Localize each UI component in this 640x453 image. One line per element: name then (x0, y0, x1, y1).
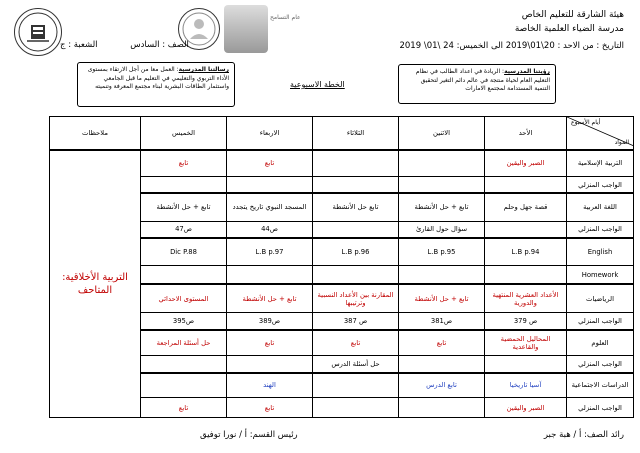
lesson-cell: تابع حل الأنشطة (313, 193, 399, 221)
homework-cell (227, 266, 313, 284)
homework-cell (485, 266, 567, 284)
homework-cell (399, 355, 485, 372)
homework-cell: ص44 (227, 221, 313, 238)
homework-label: الواجب المنزلي (567, 221, 634, 238)
corner-cell (567, 117, 634, 150)
lesson-cell: تابع + حل الأنشطة (227, 284, 313, 313)
subject-cell: الدراسات الاجتماعية (567, 373, 634, 398)
corner-days: أيام الأسبوع (571, 119, 601, 126)
section-value: ج (60, 40, 66, 50)
mission-title: رسالتنا المدرسية (178, 66, 229, 73)
lesson-cell: حل أسئلة المراجعة (141, 330, 227, 355)
lesson-cell: تابع (399, 330, 485, 355)
homework-cell (227, 355, 313, 372)
subject-cell: العلوم (567, 330, 634, 355)
homework-cell: تابع (141, 398, 227, 418)
vision-box (398, 64, 556, 104)
mission-text: : العمل معا من أجل الارتقاء بمستوى الأداء التربوي والتعليمي في التعليم ما قبل الجامعي واستثمار الطاقات البشرية لبناء مجتمع المعرفة وتنميته (87, 66, 229, 91)
homework-cell (141, 176, 227, 193)
lesson-cell: تابع (313, 330, 399, 355)
lesson-cell: المحاليل الحمضية والقاعدية (485, 330, 567, 355)
lesson-cell (399, 150, 485, 176)
lesson-cell: الأعداد العشرية المنتهية والدورية (485, 284, 567, 313)
homework-cell: ص389 (227, 313, 313, 330)
lesson-cell: المقارنة بين الأعداد النسبية وترتيبها (313, 284, 399, 313)
lesson-cell: تابع (141, 150, 227, 176)
grade-section (60, 40, 189, 50)
class-leader (544, 430, 624, 440)
section-label: الشعبة : (68, 40, 98, 50)
subject-cell: التربية الإسلامية (567, 150, 634, 176)
grade-value: السادس (130, 40, 160, 50)
lesson-cell: الصبر واليقين (485, 150, 567, 176)
lesson-cell: L.B p.96 (313, 238, 399, 266)
department-head-label: رئيس القسم: (249, 430, 298, 440)
homework-cell (485, 355, 567, 372)
corner-subjects: المواد (614, 138, 629, 146)
homework-cell: ص 387 (313, 313, 399, 330)
school-logo (14, 8, 62, 56)
vision-title: رؤيتنا المدرسية (504, 68, 550, 75)
homework-cell: ص381 (399, 313, 485, 330)
lesson-cell (313, 373, 399, 398)
table-header-row (50, 117, 634, 150)
school-logo-emblem (15, 9, 61, 55)
lesson-cell: تابع (227, 330, 313, 355)
table-row (50, 150, 634, 176)
tolerance-logo-text: عام التسامح (270, 14, 301, 21)
homework-cell (399, 398, 485, 418)
lesson-cell: تابع + حل الأنشطة (399, 193, 485, 221)
day-header: الاثنين (399, 117, 485, 150)
homework-cell (313, 176, 399, 193)
notes-header: ملاحظات (50, 117, 141, 150)
homework-cell: ص395 (141, 313, 227, 330)
school-name: مدرسة الضياء العلمية الخاصة (514, 24, 624, 34)
homework-cell: حل أسئلة الدرس (313, 355, 399, 372)
subject-cell: الرياضيات (567, 284, 634, 313)
homework-label: الواجب المنزلي (567, 398, 634, 418)
homework-cell (485, 176, 567, 193)
homework-cell (313, 221, 399, 238)
plan-title: الخطة الاسبوعية (290, 80, 345, 89)
portrait-image (224, 5, 268, 53)
subject-cell: اللغة العربية (567, 193, 634, 221)
weekly-plan-table (49, 116, 634, 418)
department-head (200, 430, 298, 440)
homework-cell (313, 398, 399, 418)
lesson-cell: المستوى الاحداثي (141, 284, 227, 313)
lesson-cell: قصة جهل وحلم (485, 193, 567, 221)
day-header: الاربعاء (227, 117, 313, 150)
date-range: التاريخ : من الاحد : 20\01\2019 الى الخميس: 24 \01\ 2019 (399, 41, 624, 51)
lesson-cell: الهند (227, 373, 313, 398)
day-header: الخميس (141, 117, 227, 150)
homework-cell (485, 221, 567, 238)
homework-cell: ص 379 (485, 313, 567, 330)
homework-label: الواجب المنزلي (567, 355, 634, 372)
department-head-name: أ / نورا توفيق (200, 430, 248, 440)
day-header: الأحد (485, 117, 567, 150)
org-name: هيئة الشارقة للتعليم الخاص (521, 10, 624, 20)
class-leader-label: رائد الصف: (584, 430, 624, 440)
grade-label: الصف : (162, 40, 189, 50)
homework-cell: الصبر واليقين (485, 398, 567, 418)
mission-box (77, 62, 235, 107)
lesson-cell (313, 150, 399, 176)
homework-cell (399, 176, 485, 193)
homework-label: Homework (567, 266, 634, 284)
notes-cell (50, 150, 141, 418)
lesson-cell: تابع (227, 150, 313, 176)
lesson-cell: L.B p.95 (399, 238, 485, 266)
lesson-cell: L.B p.97 (227, 238, 313, 266)
homework-cell (399, 266, 485, 284)
subject-cell: English (567, 238, 634, 266)
lesson-cell: L.B p.94 (485, 238, 567, 266)
lesson-cell: تابع + حل الأنشطة (141, 193, 227, 221)
homework-cell (227, 176, 313, 193)
homework-cell (141, 266, 227, 284)
homework-label: الواجب المنزلي (567, 176, 634, 193)
class-leader-name: أ / هبة جبر (543, 430, 582, 440)
notes-text: التربية الأخلاقية: المتاحف (62, 271, 128, 296)
homework-cell (313, 266, 399, 284)
lesson-cell (141, 373, 227, 398)
homework-cell: ص47 (141, 221, 227, 238)
lesson-cell: Dic P.88 (141, 238, 227, 266)
lesson-cell: تابع + حل الأنشطة (399, 284, 485, 313)
lesson-cell: تابع الدرس (399, 373, 485, 398)
vision-text: : الريادة في اعداد الطالب في نظام التعليم العام لحياة منتجة في عالم دائم التغير لتحقيق التنمية المستدامة لمجتمع الامارات (415, 68, 550, 93)
day-header: الثلاثاء (313, 117, 399, 150)
homework-cell: سؤال حول القارئ (399, 221, 485, 238)
homework-cell: تابع (227, 398, 313, 418)
lesson-cell: آسيا تاريخيا (485, 373, 567, 398)
lesson-cell: المسجد النبوي تاريخ يتجدد (227, 193, 313, 221)
homework-label: الواجب المنزلي (567, 313, 634, 330)
homework-cell (141, 355, 227, 372)
